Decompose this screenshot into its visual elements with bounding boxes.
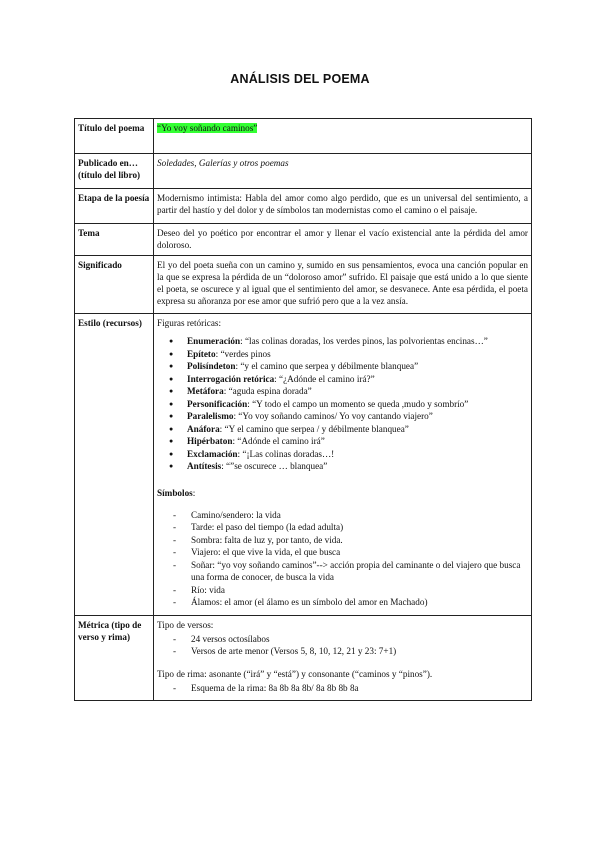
figura-name: Hipérbaton [187, 436, 233, 446]
label-publicado: Publicado en… (título del libro) [75, 154, 154, 189]
figura-text: : “Y todo el campo un momento se queda ,mudo y sombrío” [247, 398, 469, 409]
table-row [75, 224, 532, 256]
page-title: ANÁLISIS DEL POEMA [230, 72, 370, 86]
figura-text: : “y el camino que serpea y débilmente blanquea” [235, 361, 419, 371]
figura-item [175, 448, 528, 461]
figura-text: : “aguda espina dorada” [223, 386, 312, 396]
label-tema: Tema [75, 224, 154, 256]
figura-name: Epíteto [187, 348, 216, 359]
figura-item [175, 435, 528, 448]
value-significado: El yo del poeta sueña con un camino y, sumido en sus pensamientos, evoca una canción popular en la que se expresa la pérdida de un “doloroso amor” sufrido. El paisaje que está unido a lo que siente el poeta, se oscurece y al igual que el sentimiento del amor, se desvanece. Ante esa pérdida, el poeta expresa su añoranza por ese amor que sufrió pero que a la vez ansía. [154, 256, 532, 314]
figura-text: : “las colinas doradas, los verdes pinos, las polvorientas encinas…” [240, 336, 488, 346]
figura-name: Interrogación retórica [187, 373, 275, 384]
figura-text: : “verdes pinos [215, 348, 271, 359]
figura-item [175, 385, 528, 398]
figura-item [175, 335, 528, 348]
figura-text: : “Y el camino que serpea / y débilmente blanquea” [219, 423, 409, 434]
figura-text: : “¿Adónde el camino irá?” [274, 373, 375, 384]
versos-heading: Tipo de versos: [157, 619, 214, 630]
figura-name: Enumeración [187, 336, 241, 346]
table-row [75, 154, 532, 189]
book-title: Soledades, Galerías y otros poemas [157, 158, 289, 168]
simbolos-heading: Símbolos: [157, 487, 196, 498]
label-estilo: Estilo (recursos) [75, 314, 154, 616]
figuras-heading: Figuras retóricas: [157, 318, 222, 328]
figura-item [175, 373, 528, 386]
figura-name: Antítesis [187, 461, 222, 471]
value-tema: Deseo del yo poético por encontrar el amor y llenar el vacío existencial ante la pérdida del amor doloroso. [154, 224, 532, 256]
figura-text: : “”se oscurece … blanquea” [221, 461, 328, 471]
figura-name: Anáfora [187, 423, 220, 434]
table-row [75, 119, 532, 154]
versos-list [157, 633, 528, 658]
label-etapa: Etapa de la poesía [75, 189, 154, 224]
simbolos-list [157, 509, 528, 609]
analysis-table [74, 118, 532, 701]
verso-item: - Versos de arte menor (Versos 5, 8, 10, 12, 21 y 23: 7+1) [173, 645, 528, 658]
figura-item [175, 398, 528, 411]
rima-heading: Tipo de rima: asonante (“irá” y “está”) y consonante (“caminos y “pinos”). [157, 668, 433, 679]
figura-item [175, 410, 528, 423]
simbolos-heading-text: Símbolos [157, 487, 193, 498]
figura-name: Exclamación [187, 448, 238, 459]
value-publicado [154, 154, 532, 189]
figura-item [175, 348, 528, 361]
simbolo-item: - Viajero: el que vive la vida, el que busca [173, 546, 528, 559]
figura-name: Paralelismo [187, 411, 234, 421]
figura-name: Metáfora [187, 386, 224, 396]
highlighted-poem-title: “Yo voy soñando caminos” [157, 123, 258, 133]
figura-text: : “Yo voy soñando caminos/ Yo voy cantando viajero” [233, 411, 433, 421]
figura-name: Polisíndeton [187, 361, 236, 371]
simbolo-item: - Tarde: el paso del tiempo (la edad adulta) [173, 521, 528, 534]
figura-item [175, 360, 528, 373]
value-titulo [154, 119, 532, 154]
figura-item [175, 423, 528, 436]
value-etapa: Modernismo intimista: Habla del amor como algo perdido, que es un universal del sentimiento, a partir del hastío y del dolor y de símbolos tan modernistas como el camino o el paisaje. [154, 189, 532, 224]
rima-list [157, 682, 528, 695]
simbolo-item: - Soñar: “yo voy soñando caminos”--> acción propia del caminante o del viajero que busca una forma de conocer, de busca la vida [173, 559, 528, 584]
figuras-list [157, 335, 528, 473]
label-titulo: Título del poema [75, 119, 154, 154]
simbolo-item: - Sombra: falta de luz y, por tanto, de vida. [173, 534, 528, 547]
label-significado: Significado [75, 256, 154, 314]
table-row [75, 314, 532, 616]
value-metrica [154, 615, 532, 701]
label-metrica: Métrica (tipo de verso y rima) [75, 615, 154, 701]
table-row [75, 615, 532, 701]
figura-text: : “Adónde el camino irá” [232, 436, 325, 446]
verso-item: - 24 versos octosílabos [173, 633, 528, 646]
figura-text: : “¡Las colinas doradas…! [237, 448, 335, 459]
figura-name: Personificación [187, 398, 248, 409]
value-estilo [154, 314, 532, 616]
table-row [75, 189, 532, 224]
figura-item [175, 460, 528, 473]
simbolo-item: - Camino/sendero: la vida [173, 509, 528, 522]
table-row [75, 256, 532, 314]
simbolo-item: - Río: vida [173, 584, 528, 597]
rima-item: - Esquema de la rima: 8a 8b 8a 8b/ 8a 8b 8b 8a [173, 682, 528, 695]
simbolo-item: - Álamos: el amor (el álamo es un símbolo del amor en Machado) [173, 596, 528, 609]
